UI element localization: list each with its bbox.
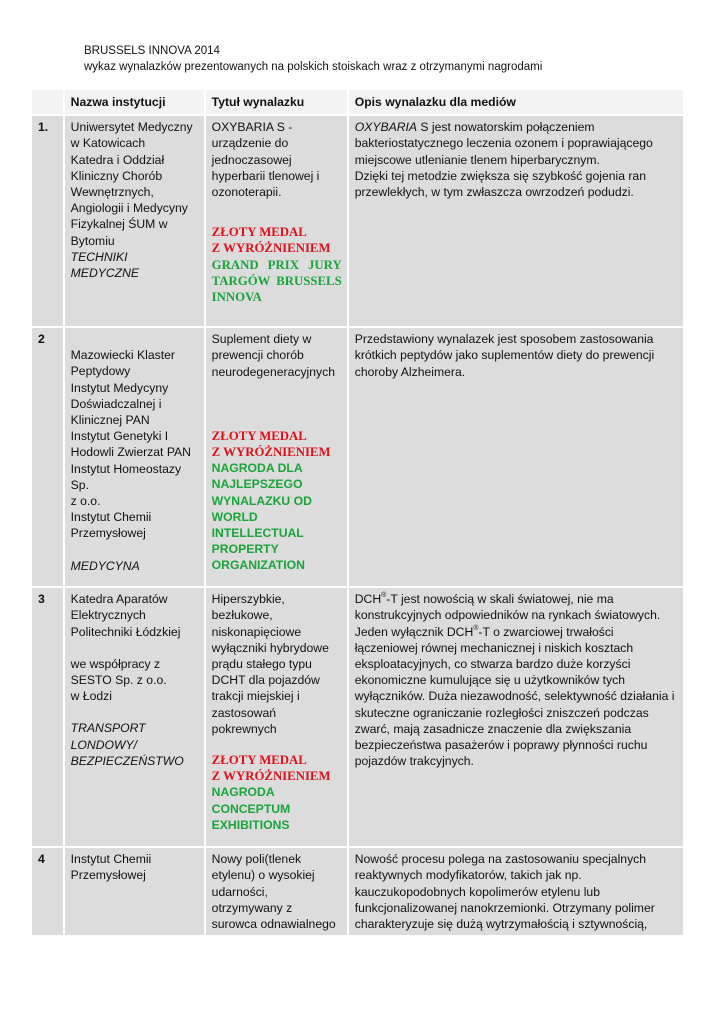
award-line: ORGANIZATION <box>211 558 305 573</box>
title-cell <box>206 328 347 586</box>
table-header-row <box>32 90 683 114</box>
title-line: etylenu) o wysokiej <box>211 868 315 883</box>
row-number: 1. <box>32 116 63 326</box>
description-cell <box>349 588 683 846</box>
institution-line: Katedra i Oddział <box>70 152 165 167</box>
title-line: DCHT dla pojazdów <box>211 673 320 688</box>
institution-line: Angiologii i Medycyny <box>70 201 188 216</box>
award-line: NAGRODA DLA <box>211 461 303 476</box>
product-name: OXYBARIA <box>354 120 418 135</box>
column-header-title: Tytuł wynalazku <box>206 90 347 114</box>
title-line: prewencji chorób <box>211 348 304 363</box>
institution-cell <box>65 588 204 846</box>
institution-line: Doświadczalnej i <box>70 396 162 411</box>
institution-line: Kliniczny Chorób <box>70 168 163 183</box>
institution-line: Bytomiu <box>70 233 115 248</box>
row-number: 2 <box>32 328 63 586</box>
description-paragraph <box>355 591 678 769</box>
table-row <box>32 116 683 326</box>
award-line: NAGRODA <box>211 785 275 800</box>
institution-line: Peptydowy <box>70 364 131 379</box>
award-line: Z WYRÓŻNIENIEM <box>211 241 331 256</box>
category-line: LONDOWY/ <box>70 737 138 752</box>
institution-cell <box>65 328 204 586</box>
institution-line: Przemysłowej <box>70 868 146 883</box>
registered-mark: ® <box>381 592 387 600</box>
award-line: GRAND PRIX JURY <box>211 257 342 272</box>
title-line: bezłukowe, <box>211 608 273 623</box>
table-row <box>32 848 683 935</box>
award-line: NAJLEPSZEGO <box>211 477 303 492</box>
institution-cell <box>65 116 204 326</box>
description-text: Dzięki tej metodzie zwiększa się szybkość gojenia ran przewlekłych, w tym zwłaszcza owrzodzeń podudzi. <box>354 168 646 200</box>
gold-medal-award <box>212 428 342 460</box>
award-line: CONCEPTUM <box>211 801 291 816</box>
institution-cell <box>65 848 204 935</box>
title-line: otrzymywany z <box>211 900 293 915</box>
title-line: jednoczasowej <box>211 152 292 167</box>
description-text: -T o zwarciowej trwałości łączeniowej równej mechanicznej i niskich kosztach eksploatacyjnych, co stwarza bardzo duże korzyści ekonomiczne kumulujące się u użytkowników tych wyłączników. Duża niezawodność, selektywność działania i skuteczne ograniczanie rozległości zniszczeń podczas zwarć, mają zasadnicze znaczenie dla zwiększania bezpieczeństwa pasażerów i poprawy płynności ruchu pojazdów trakcyjnych. <box>354 624 675 769</box>
description-text: -T jest nowością w skali światowej, nie ma konstrukcyjnych odpowiedników na rynkach światowych. Jeden wyłącznik DCH <box>354 592 661 639</box>
description-text: DCH <box>354 592 382 607</box>
institution-line: Katedra Aparatów <box>70 592 168 607</box>
institution-line: w Katowicach <box>70 136 146 151</box>
description-text: S jest nowatorskim połączeniem bakteriostatycznego leczenia ozonem i poprawiającego miejscowe utlenianie tlenem hiperbarycznym. <box>354 120 653 167</box>
table-row <box>32 588 683 846</box>
institution-line: Instytut Chemii <box>70 852 152 867</box>
award-line: INNOVA <box>211 290 262 305</box>
institution-line: Instytut Homeostazy Sp. <box>70 461 182 492</box>
award-line: WYNALAZKU OD <box>211 493 312 508</box>
institution-line: Wewnętrznych, <box>70 185 154 200</box>
event-title: BRUSSELS INNOVA 2014 <box>84 45 220 57</box>
row-number: 3 <box>32 588 63 846</box>
row-number: 4 <box>32 848 63 935</box>
grand-prix-award <box>212 257 342 306</box>
table-row <box>32 328 683 586</box>
title-line: Nowy poli(tlenek <box>211 852 302 867</box>
title-line: urządzenie do <box>211 136 289 151</box>
institution-line: Przemysłowej <box>70 526 146 541</box>
title-cell <box>206 116 347 326</box>
institution-line: we współpracy z <box>70 656 161 671</box>
inventions-table <box>30 88 685 937</box>
title-line: ozonoterapii. <box>211 185 282 200</box>
description-paragraph <box>355 119 678 168</box>
award-line: ZŁOTY MEDAL <box>211 428 307 443</box>
institution-line: Instytut Medycyny <box>70 380 169 395</box>
award-line: TARGÓW BRUSSELS <box>211 273 342 288</box>
document-subtitle: wykaz wynalazków prezentowanych na polskich stoiskach wraz z otrzymanymi nagrodami <box>84 61 543 73</box>
title-line: Suplement diety w <box>211 332 312 347</box>
title-line: wyłączniki hybrydowe <box>211 640 329 655</box>
gold-medal-award <box>212 752 342 784</box>
description-cell <box>349 116 683 326</box>
title-line: udarności, <box>211 884 268 899</box>
title-line: niskonapięciowe <box>211 624 302 639</box>
award-line: EXHIBITIONS <box>211 817 290 832</box>
description-text: Nowość procesu polega na zastosowaniu specjalnych reaktywnych modyfikatorów, takich jak np. kauczukopodobnych kopolimerów etylenu lub funkcjonalizowanej nanokrzemionki. Otrzymany polimer charakteryzuje się dużą wytrzymałością i sztywnością, <box>354 852 655 932</box>
title-line: hyperbarii tlenowej i <box>211 168 320 183</box>
description-cell <box>349 848 683 935</box>
category-label: MEDYCYNA <box>70 558 140 573</box>
institution-line: Klinicznej PAN <box>70 413 150 428</box>
award-line: WORLD INTELLECTUAL <box>211 509 304 541</box>
category-line: BEZPIECZEŃSTWO <box>70 753 184 768</box>
column-header-institution: Nazwa instytucji <box>65 90 204 114</box>
title-line: surowca odnawialnego <box>211 917 336 932</box>
column-header-number <box>32 90 63 114</box>
award-line: ZŁOTY MEDAL <box>211 225 307 240</box>
gold-medal-award <box>212 224 342 256</box>
institution-line: w Łodzi <box>70 689 112 704</box>
institution-line: Fizykalnej ŚUM w <box>70 217 168 232</box>
column-header-description: Opis wynalazku dla mediów <box>349 90 683 114</box>
award-line: ZŁOTY MEDAL <box>211 753 307 768</box>
title-line: Hiperszybkie, <box>211 592 285 607</box>
title-line: neurodegeneracyjnych <box>211 364 335 379</box>
title-line: pokrewnych <box>211 721 277 736</box>
institution-line: Politechniki Łódzkiej <box>70 624 181 639</box>
description-cell <box>349 328 683 586</box>
title-line: OXYBARIA S - <box>211 120 293 135</box>
title-line: zastosowań <box>211 705 277 720</box>
institution-line: SESTO Sp. z o.o. <box>70 673 167 688</box>
title-line: trakcji miejskiej i <box>211 689 300 704</box>
category-line: TRANSPORT <box>70 721 146 736</box>
document-heading <box>84 43 542 75</box>
award-line: Z WYRÓŻNIENIEM <box>211 445 331 460</box>
institution-line: Elektrycznych <box>70 608 146 623</box>
award-line: Z WYRÓŻNIENIEM <box>211 769 331 784</box>
conceptum-award <box>212 784 342 833</box>
institution-line: Mazowiecki Klaster <box>70 348 175 363</box>
institution-line: Hodowli Zwierzat PAN <box>70 445 191 460</box>
institution-line: Uniwersytet Medyczny <box>70 120 193 135</box>
institution-line: Instytut Chemii <box>70 510 152 525</box>
institution-line: z o.o. <box>70 494 101 509</box>
wipo-award <box>212 460 342 573</box>
title-cell <box>206 848 347 935</box>
title-line: prądu stałego typu <box>211 657 312 672</box>
title-cell <box>206 588 347 846</box>
registered-mark: ® <box>473 624 479 632</box>
description-text: Przedstawiony wynalazek jest sposobem zastosowania krótkich peptydów jako suplementów diety do prewencji choroby Alzheimera. <box>354 332 655 379</box>
institution-line: Instytut Genetyki I <box>70 429 169 444</box>
award-line: PROPERTY <box>211 542 279 557</box>
category-label: TECHNIKI MEDYCZNE <box>70 249 140 281</box>
category-label <box>71 720 199 769</box>
